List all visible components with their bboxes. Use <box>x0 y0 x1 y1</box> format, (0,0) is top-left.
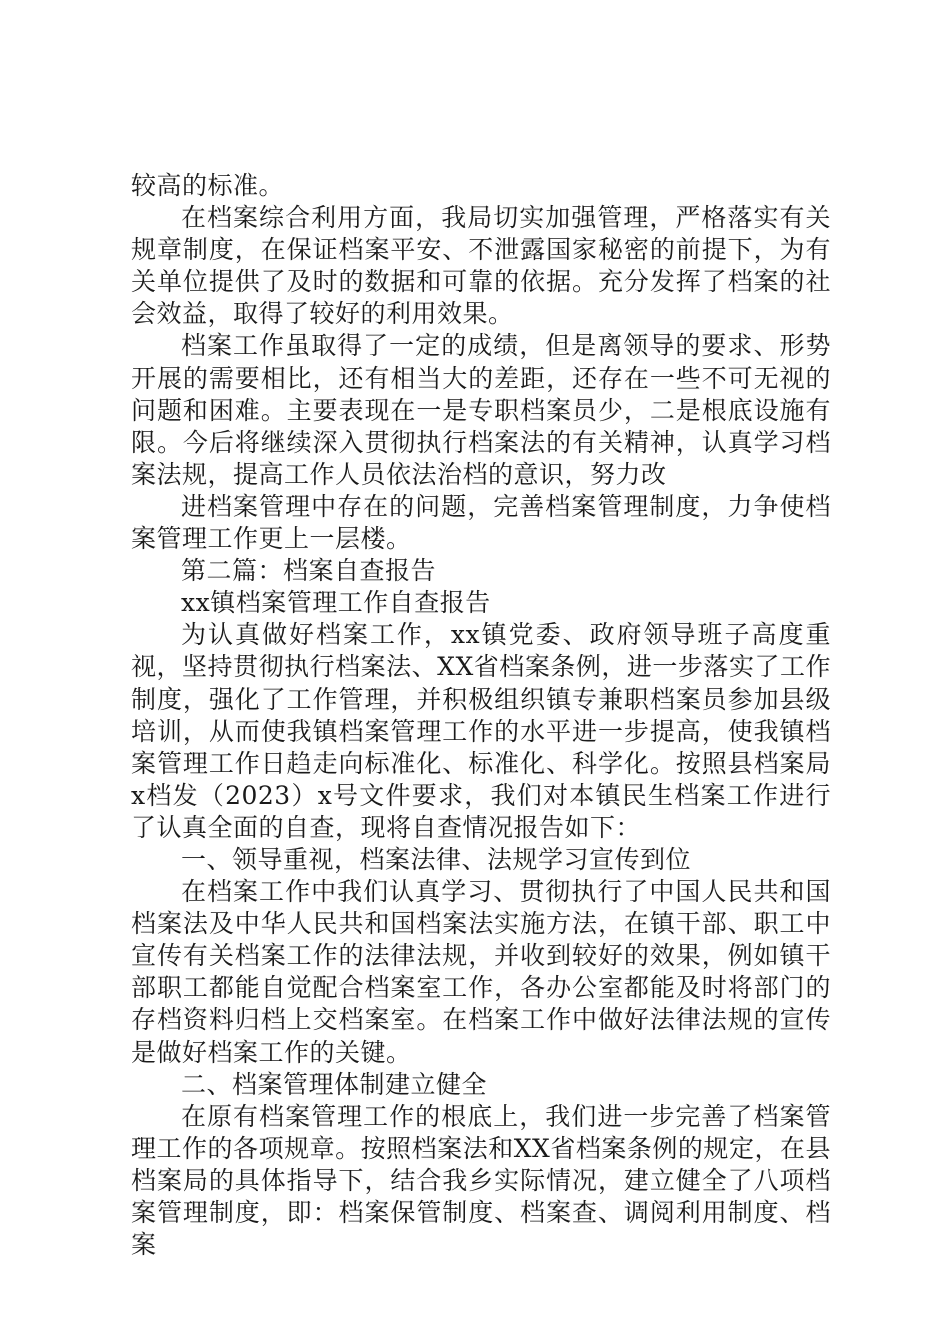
paragraph-archive-utilization: 在档案综合利用方面，我局切实加强管理，严格落实有关规章制度，在保证档案平安、不泄露国家秘密的前提下，为有关单位提供了及时的数据和可靠的依据。充分发挥了档案的社会效益，取得了较好的利用效果。 <box>131 203 831 329</box>
paragraph-legal-study: 在档案工作中我们认真学习、贯彻执行了中国人民共和国档案法及中华人民共和国档案法实施方法，在镇干部、职工中宣传有关档案工作的法律法规，并收到较好的效果，例如镇干部职工都能自觉配合档案室工作，各办公室都能及时将部门的存档资料归档上交档案室。在档案工作中做好法律法规的宣传是做好档案工作的关键。 <box>131 877 831 1067</box>
section-heading-part-two: 第二篇：档案自查报告 <box>181 556 437 586</box>
paragraph-introduction: 为认真做好档案工作，xx镇党委、政府领导班子高度重视，坚持贯彻执行档案法、XX省档案条例，进一步落实了工作制度，强化了工作管理，并积极组织镇专兼职档案员参加县级培训，从而使我镇档案管理工作的水平进一步提高，使我镇档案管理工作日趋走向标准化、标准化、科学化。按照县档案局x档发（2023）x号文件要求，我们对本镇民生档案工作进行了认真全面的自查，现将自查情况报告如下： <box>131 620 831 842</box>
section-heading-two: 二、档案管理体制建立健全 <box>181 1069 488 1099</box>
section-heading-one: 一、领导重视，档案法律、法规学习宣传到位 <box>181 844 692 874</box>
paragraph-improvement: 进档案管理中存在的问题，完善档案管理制度，力争使档案管理工作更上一层楼。 <box>131 491 831 554</box>
report-title: xx镇档案管理工作自查报告 <box>181 588 491 618</box>
document-body <box>131 170 831 1261</box>
paragraph-problems: 档案工作虽取得了一定的成绩，但是离领导的要求、形势开展的需要相比，还有相当大的差距，还存在一些不可无视的问题和困难。主要表现在一是专职档案员少，二是根底设施有限。今后将继续深入贯彻执行档案法的有关精神，认真学习档案法规，提高工作人员依法治档的意识，努力改 <box>131 331 831 489</box>
paragraph-management-system: 在原有档案管理工作的根底上，我们进一步完善了档案管理工作的各项规章。按照档案法和XX省档案条例的规定，在县档案局的具体指导下，结合我乡实际情况，建立健全了八项档案管理制度，即：档案保管制度、档案查、调阅利用制度、档案 <box>131 1101 831 1260</box>
paragraph-continuation: 较高的标准。 <box>131 171 285 200</box>
